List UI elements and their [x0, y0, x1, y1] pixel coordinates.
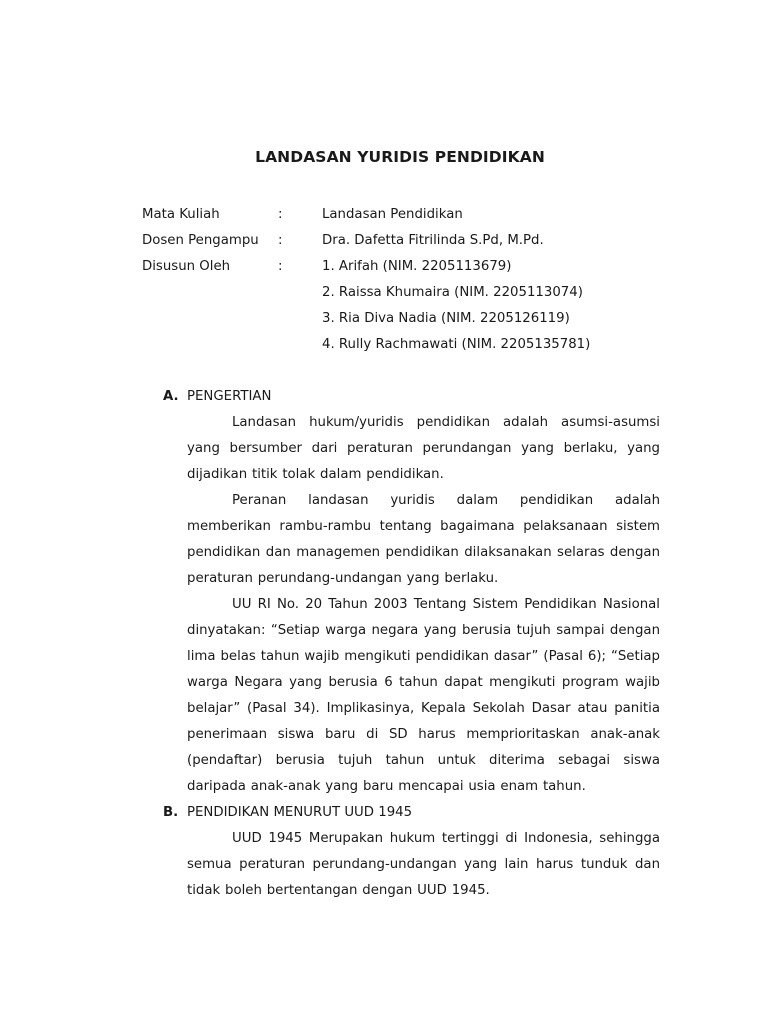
course-info-label: Disusun Oleh [142, 259, 231, 274]
course-info-colon: : [278, 233, 283, 248]
course-info-label: Dosen Pengampu [142, 233, 259, 248]
section-letter: B. [163, 805, 179, 820]
paragraph: Peranan landasan yuridis dalam pendidikan adalah memberikan rambu-rambu tentang bagaimana pelaksanaan sistem pendidikan dan managemen pendidikan dilaksanakan selaras dengan peraturan perundang-undangan yang berlaku. [187, 493, 660, 586]
paragraph: UUD 1945 Merupakan hukum tertinggi di Indonesia, sehingga semua peraturan perundang-undangan yang lain harus tunduk dan tidak boleh bertentangan dengan UUD 1945. [187, 831, 660, 898]
course-info-value: 3. Ria Diva Nadia (NIM. 2205126119) [322, 311, 570, 326]
course-info-value: Landasan Pendidikan [322, 207, 463, 222]
course-info-colon: : [278, 207, 283, 222]
paragraph: UU RI No. 20 Tahun 2003 Tentang Sistem Pendidikan Nasional dinyatakan: “Setiap warga negara yang berusia tujuh sampai dengan lima belas tahun wajib mengikuti pendidikan dasar” (Pasal 6); “Setiap warga Negara yang berusia 6 tahun dapat mengikuti program wajib belajar” (Pasal 34). Implikasinya, Kepala Sekolah Dasar atau panitia penerimaan siswa baru di SD harus memprioritaskan anak-anak (pendaftar) berusia tujuh tahun untuk diterima sebagai siswa daripada anak-anak yang baru mencapai usia enam tahun. [187, 597, 660, 794]
section-heading [163, 800, 660, 826]
course-info-label: Mata Kuliah [142, 207, 220, 222]
document-title: LANDASAN YURIDIS PENDIDIKAN [255, 148, 545, 166]
course-info-value: Dra. Dafetta Fitrilinda S.Pd, M.Pd. [322, 233, 544, 248]
course-info-value: 1. Arifah (NIM. 2205113679) [322, 259, 512, 274]
document-body [163, 384, 660, 904]
section-title: PENDIDIKAN MENURUT UUD 1945 [187, 805, 413, 820]
section-heading [163, 384, 660, 410]
course-info-colon: : [278, 259, 283, 274]
course-info-value: 2. Raissa Khumaira (NIM. 2205113074) [322, 285, 583, 300]
section-title: PENGERTIAN [187, 389, 272, 404]
section-letter: A. [163, 389, 179, 404]
course-info-value: 4. Rully Rachmawati (NIM. 2205135781) [322, 337, 591, 352]
paragraph: Landasan hukum/yuridis pendidikan adalah asumsi-asumsi yang bersumber dari peraturan perundangan yang berlaku, yang dijadikan titik tolak dalam pendidikan. [187, 415, 660, 482]
